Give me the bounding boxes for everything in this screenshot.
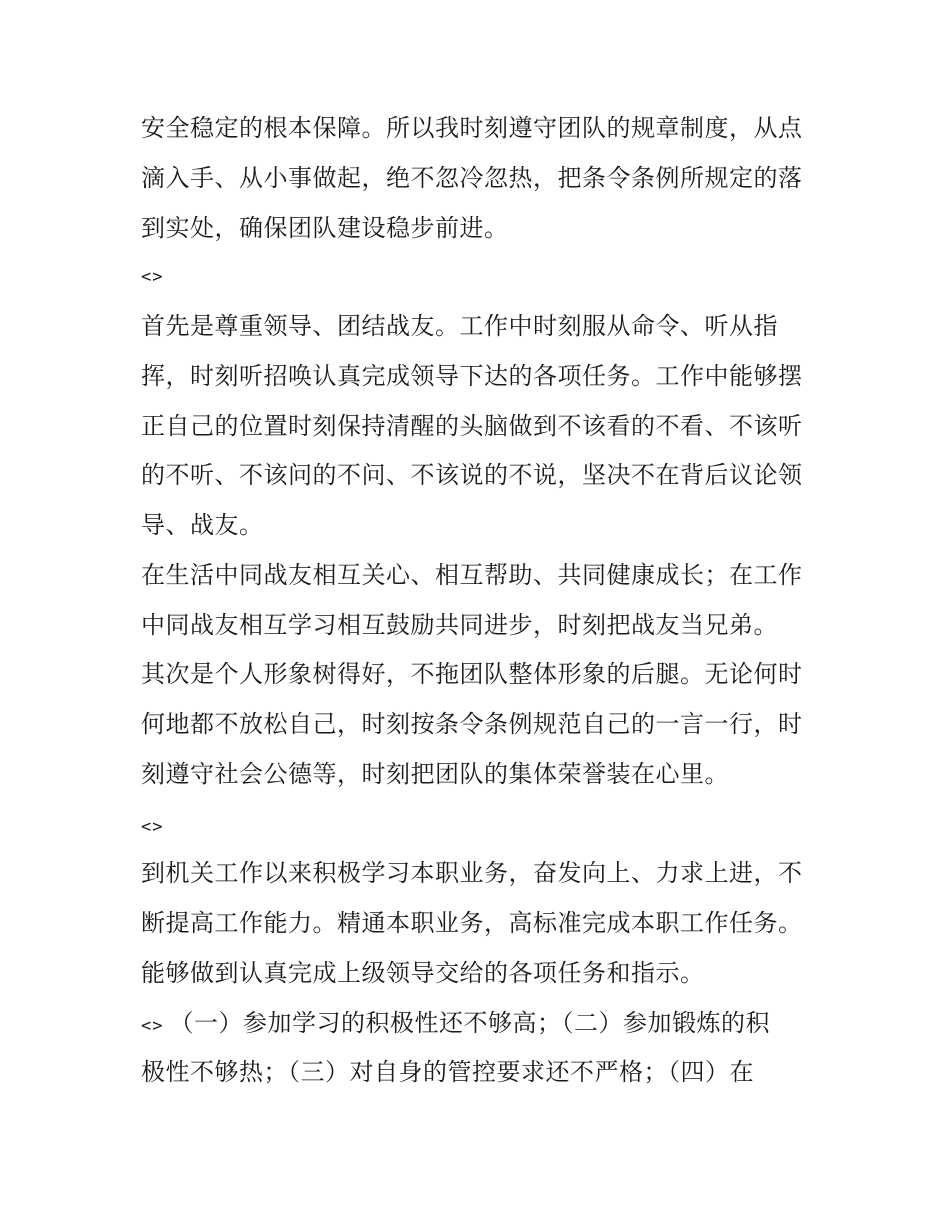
inline-marker: <>: [141, 1016, 164, 1036]
text-line: 能够做到认真完成上级领导交给的各项任务和指示。: [141, 959, 705, 987]
text-line: 导、战友。: [141, 511, 264, 539]
text-line: [141, 1008, 821, 1041]
text-line: 正自己的位置时刻保持清醒的头脑做到不该看的不看、不该听: [141, 412, 803, 440]
text-line: 到机关工作以来积极学习本职业务，奋发向上、力求上进，不: [141, 859, 803, 887]
section-marker: <>: [141, 267, 164, 287]
text-line: 挥，时刻听招唤认真完成领导下达的各项任务。工作中能够摆: [141, 362, 803, 390]
text-line: 在生活中同战友相互关心、相互帮助、共同健康成长；在工作: [141, 561, 803, 589]
text-line: 何地都不放松自己，时刻按条令条例规范自己的一言一行，时: [141, 710, 803, 738]
text-line: 断提高工作能力。精通本职业务，高标准完成本职工作任务。: [141, 909, 803, 937]
text-line: 滴入手、从小事做起，绝不忽冷忽热，把条令条例所规定的落: [141, 164, 803, 192]
text-line: 首先是尊重领导、团结战友。工作中时刻服从命令、听从指: [141, 312, 778, 340]
text-line: 刻遵守社会公德等，时刻把团队的集体荣誉装在心里。: [141, 760, 729, 788]
text-line-content: （一）参加学习的积极性还不够高；（二）参加锻炼的积: [169, 1009, 770, 1037]
text-line: 安全稳定的根本保障。所以我时刻遵守团队的规章制度，从点: [141, 114, 803, 142]
text-line: 中同战友相互学习相互鼓励共同进步，时刻把战友当兄弟。: [141, 611, 778, 639]
text-line: 极性不够热；（三）对自身的管控要求还不严格；（四）在: [141, 1058, 754, 1086]
text-line: 其次是个人形象树得好，不拖团队整体形象的后腿。无论何时: [141, 660, 803, 688]
section-marker: <>: [141, 817, 164, 837]
text-line: 的不听、不该问的不问、不该说的不说，坚决不在背后议论领: [141, 461, 803, 489]
text-line: 到实处，确保团队建设稳步前进。: [141, 214, 509, 242]
